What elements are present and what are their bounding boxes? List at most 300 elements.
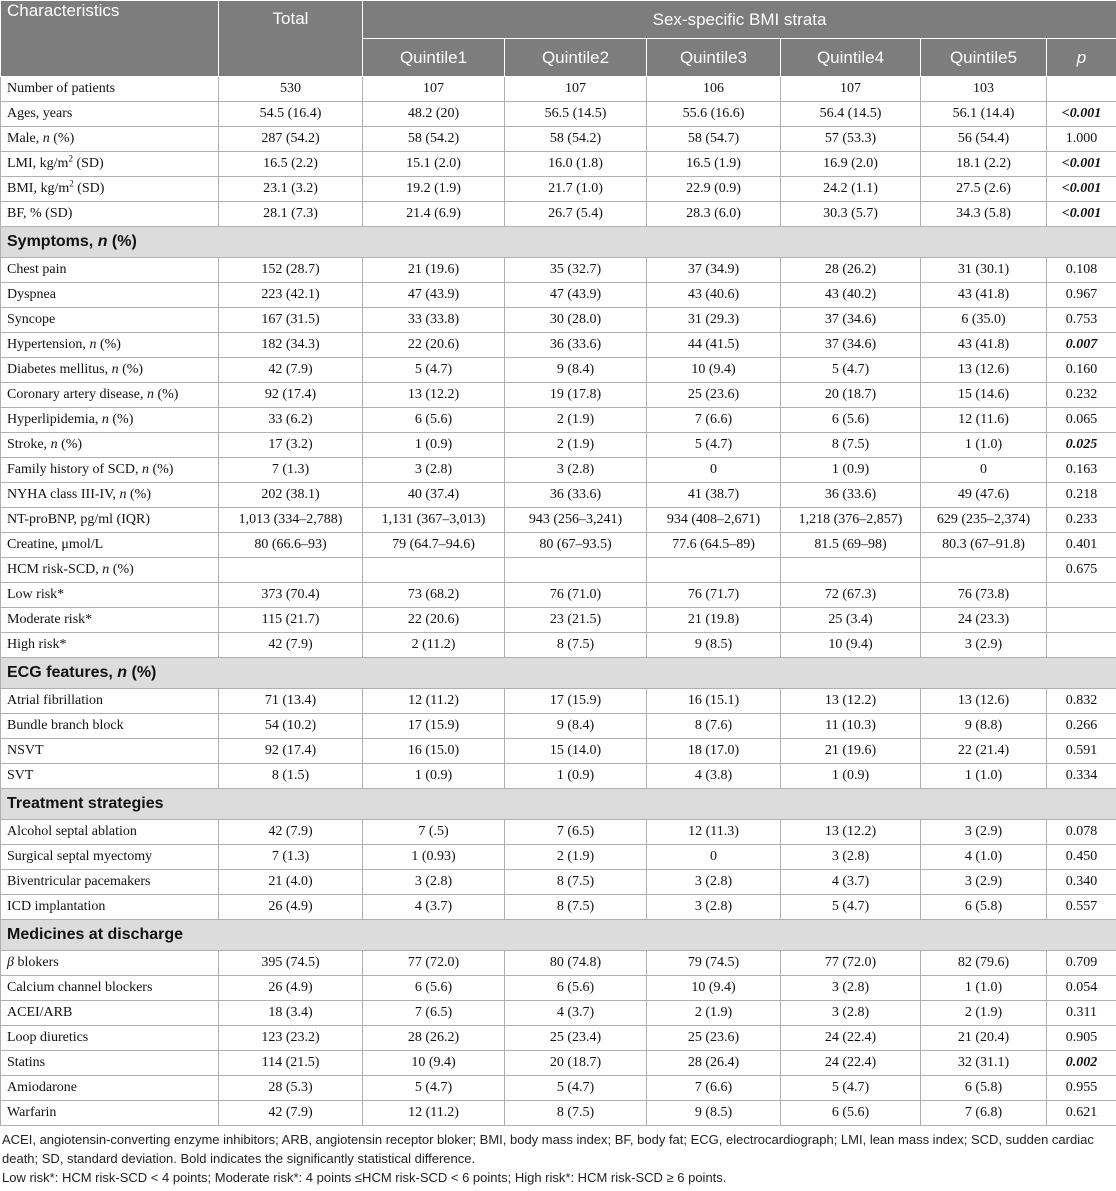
cell-total: 26 (4.9)	[219, 895, 363, 920]
cell-quintile-3: 76 (71.7)	[647, 583, 781, 608]
cell-total: 7 (1.3)	[219, 458, 363, 483]
row-label-text: Treatment strategies	[7, 795, 164, 812]
row-label-suffix: (%)	[108, 412, 134, 427]
cell-quintile-5: 24 (23.3)	[921, 608, 1047, 633]
row-label	[1, 633, 219, 658]
row-label	[1, 483, 219, 508]
row-label-italic: n	[102, 562, 110, 577]
cell-quintile-3: 25 (23.6)	[647, 383, 781, 408]
cell-quintile-1: 28 (26.2)	[363, 1026, 505, 1051]
cell-quintile-2: 9 (8.4)	[505, 714, 647, 739]
row-label	[1, 1001, 219, 1026]
table-row	[1, 1051, 1116, 1076]
cell-quintile-3: 3 (2.8)	[647, 870, 781, 895]
row-label-suffix: (%)	[126, 487, 151, 502]
cell-quintile-3: 25 (23.6)	[647, 1026, 781, 1051]
cell-p-value: 0.065	[1047, 408, 1116, 433]
cell-quintile-3: 41 (38.7)	[647, 483, 781, 508]
cell-total: 71 (13.4)	[219, 689, 363, 714]
section-title	[1, 920, 1116, 951]
section-header-row	[1, 658, 1116, 689]
cell-quintile-1: 58 (54.2)	[363, 127, 505, 152]
row-label-italic: n	[101, 412, 109, 427]
table-row	[1, 408, 1116, 433]
cell-quintile-2: 943 (256–3,241)	[505, 508, 647, 533]
cell-p-value: 0.675	[1047, 558, 1116, 583]
row-label	[1, 177, 219, 202]
row-label	[1, 433, 219, 458]
row-label	[1, 408, 219, 433]
footnote-risk: Low risk*: HCM risk-SCD < 4 points; Moderate risk*: 4 points ≤HCM risk-SCD < 6 points; High risk*: HCM risk-SCD ≥ 6 points.	[2, 1170, 727, 1185]
cell-quintile-3: 43 (40.6)	[647, 283, 781, 308]
cell-quintile-3: 21 (19.8)	[647, 608, 781, 633]
footnotes	[2, 1130, 1114, 1187]
cell-p-value: 0.108	[1047, 258, 1116, 283]
row-label	[1, 258, 219, 283]
cell-p-value: 0.334	[1047, 764, 1116, 789]
cell-total: 21 (4.0)	[219, 870, 363, 895]
row-label-text: Bundle branch block	[7, 718, 124, 733]
table-row	[1, 127, 1116, 152]
cell-quintile-1: 10 (9.4)	[363, 1051, 505, 1076]
cell-p-value	[1047, 633, 1116, 658]
cell-total: 123 (23.2)	[219, 1026, 363, 1051]
cell-quintile-1: 7 (6.5)	[363, 1001, 505, 1026]
cell-quintile-4: 24 (22.4)	[781, 1051, 921, 1076]
table-row	[1, 508, 1116, 533]
cell-quintile-3: 8 (7.6)	[647, 714, 781, 739]
row-label	[1, 127, 219, 152]
cell-quintile-4: 72 (67.3)	[781, 583, 921, 608]
cell-quintile-2: 8 (7.5)	[505, 633, 647, 658]
cell-quintile-2	[505, 558, 647, 583]
cell-quintile-3: 37 (34.9)	[647, 258, 781, 283]
row-label-italic: n	[117, 664, 128, 681]
row-label	[1, 77, 219, 102]
row-label-text: Hyperlipidemia,	[7, 412, 102, 427]
row-label-text: Syncope	[7, 312, 56, 327]
cell-quintile-3: 2 (1.9)	[647, 1001, 781, 1026]
cell-total: 530	[219, 77, 363, 102]
footnote-abbreviations: ACEI, angiotensin-converting enzyme inhibitors; ARB, angiotensin receptor bloker; BMI, body mass index; BF, body fat; ECG, electrocardiograph; LMI, lean mass index; SCD, sudden cardiac death; SD, standard deviation. Bold indicates the significantly statistical difference.	[2, 1132, 1094, 1166]
cell-quintile-4	[781, 558, 921, 583]
cell-p-value: 0.160	[1047, 358, 1116, 383]
row-label	[1, 558, 219, 583]
table-row	[1, 845, 1116, 870]
cell-quintile-2: 1 (0.9)	[505, 764, 647, 789]
cell-quintile-2: 2 (1.9)	[505, 408, 647, 433]
cell-quintile-1: 3 (2.8)	[363, 870, 505, 895]
row-label-text: NYHA class III-IV,	[7, 487, 120, 502]
row-label-text: Alcohol septal ablation	[7, 824, 137, 839]
cell-quintile-4: 107	[781, 77, 921, 102]
row-label-text: Family history of SCD,	[7, 462, 142, 477]
cell-quintile-4: 43 (40.2)	[781, 283, 921, 308]
cell-quintile-2: 23 (21.5)	[505, 608, 647, 633]
row-label	[1, 308, 219, 333]
header-p: p	[1047, 39, 1116, 77]
row-label-suffix: (%)	[49, 131, 75, 146]
row-label	[1, 152, 219, 177]
row-label	[1, 820, 219, 845]
table-row	[1, 458, 1116, 483]
table-row	[1, 283, 1116, 308]
cell-p-value: <0.001	[1047, 102, 1116, 127]
cell-total: 42 (7.9)	[219, 358, 363, 383]
cell-quintile-4: 6 (5.6)	[781, 1101, 921, 1126]
cell-p-value: 0.401	[1047, 533, 1116, 558]
row-label	[1, 845, 219, 870]
cell-quintile-1: 22 (20.6)	[363, 608, 505, 633]
cell-quintile-3: 12 (11.3)	[647, 820, 781, 845]
table-row	[1, 608, 1116, 633]
row-label-text: Chest pain	[7, 262, 67, 277]
table-row	[1, 202, 1116, 227]
cell-quintile-4: 28 (26.2)	[781, 258, 921, 283]
cell-quintile-1: 12 (11.2)	[363, 1101, 505, 1126]
cell-quintile-3: 0	[647, 845, 781, 870]
table-row	[1, 533, 1116, 558]
row-label-suffix: (SD)	[72, 156, 104, 171]
cell-quintile-3: 7 (6.6)	[647, 408, 781, 433]
row-label	[1, 1026, 219, 1051]
row-label-text: ACEI/ARB	[7, 1005, 73, 1020]
cell-quintile-4: 20 (18.7)	[781, 383, 921, 408]
row-label-italic: n	[42, 131, 50, 146]
row-label	[1, 689, 219, 714]
cell-p-value: 0.025	[1047, 433, 1116, 458]
section-title	[1, 658, 1116, 689]
row-label-italic: n	[89, 337, 97, 352]
cell-p-value: 0.007	[1047, 333, 1116, 358]
cell-quintile-1: 107	[363, 77, 505, 102]
row-label	[1, 202, 219, 227]
cell-quintile-2: 16.0 (1.8)	[505, 152, 647, 177]
cell-quintile-2: 4 (3.7)	[505, 1001, 647, 1026]
cell-total: 167 (31.5)	[219, 308, 363, 333]
table-row	[1, 1026, 1116, 1051]
cell-quintile-4: 5 (4.7)	[781, 1076, 921, 1101]
row-label-text: Creatine, μmol/L	[7, 537, 104, 552]
cell-p-value: 1.000	[1047, 127, 1116, 152]
cell-p-value: 0.967	[1047, 283, 1116, 308]
cell-total: 395 (74.5)	[219, 951, 363, 976]
row-label-text: NT-proBNP, pg/ml (IQR)	[7, 512, 150, 527]
cell-quintile-3	[647, 558, 781, 583]
row-label	[1, 764, 219, 789]
cell-quintile-4: 24.2 (1.1)	[781, 177, 921, 202]
table-row	[1, 1001, 1116, 1026]
cell-quintile-5: 2 (1.9)	[921, 1001, 1047, 1026]
cell-quintile-4: 8 (7.5)	[781, 433, 921, 458]
table-row	[1, 951, 1116, 976]
cell-quintile-5: 13 (12.6)	[921, 358, 1047, 383]
cell-quintile-4: 11 (10.3)	[781, 714, 921, 739]
row-label-text: NSVT	[7, 743, 44, 758]
cell-quintile-2: 80 (67–93.5)	[505, 533, 647, 558]
row-label-text: Atrial fibrillation	[7, 693, 104, 708]
row-label-suffix: (%)	[148, 462, 174, 477]
cell-p-value: 0.054	[1047, 976, 1116, 1001]
cell-total: 42 (7.9)	[219, 1101, 363, 1126]
cell-quintile-3: 10 (9.4)	[647, 976, 781, 1001]
cell-quintile-3: 18 (17.0)	[647, 739, 781, 764]
row-label	[1, 1051, 219, 1076]
cell-quintile-2: 8 (7.5)	[505, 870, 647, 895]
cell-quintile-5: 56 (54.4)	[921, 127, 1047, 152]
row-label-text: Warfarin	[7, 1105, 57, 1120]
row-label-text: BMI, kg/m	[7, 181, 70, 196]
cell-total: 7 (1.3)	[219, 845, 363, 870]
cell-quintile-5: 82 (79.6)	[921, 951, 1047, 976]
row-label	[1, 608, 219, 633]
section-title	[1, 789, 1116, 820]
cell-quintile-2: 80 (74.8)	[505, 951, 647, 976]
cell-quintile-1: 15.1 (2.0)	[363, 152, 505, 177]
cell-quintile-5: 21 (20.4)	[921, 1026, 1047, 1051]
header-total: Total	[219, 1, 363, 77]
cell-quintile-2: 2 (1.9)	[505, 845, 647, 870]
cell-p-value: 0.753	[1047, 308, 1116, 333]
cell-quintile-5: 1 (1.0)	[921, 976, 1047, 1001]
cell-quintile-2: 5 (4.7)	[505, 1076, 647, 1101]
cell-quintile-1: 1 (0.93)	[363, 845, 505, 870]
cell-p-value	[1047, 77, 1116, 102]
cell-quintile-4: 5 (4.7)	[781, 895, 921, 920]
cell-quintile-3: 16.5 (1.9)	[647, 152, 781, 177]
row-label-text: Amiodarone	[7, 1080, 77, 1095]
cell-total: 28.1 (7.3)	[219, 202, 363, 227]
row-label-text: SVT	[7, 768, 34, 783]
row-label	[1, 739, 219, 764]
cell-quintile-4: 25 (3.4)	[781, 608, 921, 633]
header-quintile-1: Quintile1	[363, 39, 505, 77]
cell-quintile-1: 7 (.5)	[363, 820, 505, 845]
row-label-text: Male,	[7, 131, 43, 146]
cell-total: 18 (3.4)	[219, 1001, 363, 1026]
cell-quintile-1: 6 (5.6)	[363, 408, 505, 433]
cell-p-value: 0.218	[1047, 483, 1116, 508]
row-label	[1, 102, 219, 127]
cell-p-value: 0.905	[1047, 1026, 1116, 1051]
table-row	[1, 976, 1116, 1001]
row-label	[1, 1101, 219, 1126]
cell-total: 54.5 (16.4)	[219, 102, 363, 127]
row-label-text: Moderate risk*	[7, 612, 93, 627]
cell-total: 115 (21.7)	[219, 608, 363, 633]
cell-quintile-5: 22 (21.4)	[921, 739, 1047, 764]
cell-quintile-5: 4 (1.0)	[921, 845, 1047, 870]
cell-quintile-1: 1,131 (367–3,013)	[363, 508, 505, 533]
row-label-text: BF, % (SD)	[7, 206, 73, 221]
cell-quintile-2: 21.7 (1.0)	[505, 177, 647, 202]
cell-p-value: 0.557	[1047, 895, 1116, 920]
cell-quintile-2: 47 (43.9)	[505, 283, 647, 308]
row-label-suffix: blokers	[13, 955, 59, 970]
cell-quintile-5: 15 (14.6)	[921, 383, 1047, 408]
row-label-superscript: 2	[68, 153, 73, 164]
cell-total: 28 (5.3)	[219, 1076, 363, 1101]
row-label-text: Coronary artery disease,	[7, 387, 147, 402]
row-label-suffix: (%)	[57, 437, 83, 452]
section-header-row	[1, 227, 1116, 258]
cell-quintile-4: 5 (4.7)	[781, 358, 921, 383]
table-row	[1, 558, 1116, 583]
row-label-suffix: (SD)	[73, 181, 105, 196]
cell-quintile-1: 2 (11.2)	[363, 633, 505, 658]
row-label-suffix: (%)	[109, 562, 134, 577]
cell-quintile-5: 43 (41.8)	[921, 283, 1047, 308]
row-label-text: ICD implantation	[7, 899, 106, 914]
row-label-superscript: 2	[69, 178, 74, 189]
cell-quintile-3: 7 (6.6)	[647, 1076, 781, 1101]
cell-p-value: 0.955	[1047, 1076, 1116, 1101]
cell-quintile-4: 81.5 (69–98)	[781, 533, 921, 558]
cell-quintile-3: 55.6 (16.6)	[647, 102, 781, 127]
row-label	[1, 1076, 219, 1101]
table-row	[1, 633, 1116, 658]
cell-quintile-1: 22 (20.6)	[363, 333, 505, 358]
cell-quintile-3: 5 (4.7)	[647, 433, 781, 458]
cell-quintile-1: 5 (4.7)	[363, 1076, 505, 1101]
table-row	[1, 764, 1116, 789]
row-label	[1, 714, 219, 739]
cell-quintile-4: 24 (22.4)	[781, 1026, 921, 1051]
cell-quintile-2: 15 (14.0)	[505, 739, 647, 764]
cell-quintile-4: 16.9 (2.0)	[781, 152, 921, 177]
row-label-text: Loop diuretics	[7, 1030, 89, 1045]
cell-quintile-4: 36 (33.6)	[781, 483, 921, 508]
cell-p-value: 0.832	[1047, 689, 1116, 714]
row-label-text: Surgical septal myectomy	[7, 849, 153, 864]
cell-quintile-3: 28 (26.4)	[647, 1051, 781, 1076]
cell-quintile-5: 43 (41.8)	[921, 333, 1047, 358]
cell-quintile-5: 34.3 (5.8)	[921, 202, 1047, 227]
cell-quintile-5: 629 (235–2,374)	[921, 508, 1047, 533]
row-label-text: Dyspnea	[7, 287, 56, 302]
row-label-italic: n	[119, 487, 127, 502]
cell-total: 1,013 (334–2,788)	[219, 508, 363, 533]
cell-quintile-4: 1 (0.9)	[781, 764, 921, 789]
cell-p-value: 0.232	[1047, 383, 1116, 408]
cell-total: 54 (10.2)	[219, 714, 363, 739]
cell-total: 223 (42.1)	[219, 283, 363, 308]
table-row	[1, 177, 1116, 202]
cell-total: 42 (7.9)	[219, 633, 363, 658]
cell-quintile-4: 1 (0.9)	[781, 458, 921, 483]
cell-quintile-2: 6 (5.6)	[505, 976, 647, 1001]
header-group: Sex-specific BMI strata	[363, 1, 1116, 39]
cell-quintile-1: 6 (5.6)	[363, 976, 505, 1001]
cell-quintile-1: 13 (12.2)	[363, 383, 505, 408]
row-label	[1, 383, 219, 408]
cell-quintile-5: 1 (1.0)	[921, 433, 1047, 458]
cell-quintile-5: 13 (12.6)	[921, 689, 1047, 714]
row-label	[1, 895, 219, 920]
cell-total: 373 (70.4)	[219, 583, 363, 608]
cell-quintile-4: 3 (2.8)	[781, 845, 921, 870]
cell-quintile-1: 3 (2.8)	[363, 458, 505, 483]
cell-quintile-5: 56.1 (14.4)	[921, 102, 1047, 127]
cell-quintile-5: 76 (73.8)	[921, 583, 1047, 608]
row-label	[1, 358, 219, 383]
cell-quintile-1: 12 (11.2)	[363, 689, 505, 714]
table-row	[1, 77, 1116, 102]
cell-quintile-1: 16 (15.0)	[363, 739, 505, 764]
cell-quintile-2: 36 (33.6)	[505, 333, 647, 358]
cell-quintile-4: 77 (72.0)	[781, 951, 921, 976]
cell-quintile-2: 26.7 (5.4)	[505, 202, 647, 227]
row-label-italic: n	[141, 462, 149, 477]
cell-p-value: 0.078	[1047, 820, 1116, 845]
cell-quintile-5: 27.5 (2.6)	[921, 177, 1047, 202]
header-quintile-4: Quintile4	[781, 39, 921, 77]
row-label-text: Ages, years	[7, 106, 73, 121]
cell-p-value: 0.002	[1047, 1051, 1116, 1076]
cell-quintile-5: 3 (2.9)	[921, 633, 1047, 658]
table-row	[1, 433, 1116, 458]
cell-p-value: 0.621	[1047, 1101, 1116, 1126]
row-label-text: Diabetes mellitus,	[7, 362, 112, 377]
table-row	[1, 308, 1116, 333]
header-characteristics: Characteristics	[1, 1, 219, 77]
cell-quintile-4: 13 (12.2)	[781, 820, 921, 845]
cell-total: 202 (38.1)	[219, 483, 363, 508]
row-label-text: Number of patients	[7, 81, 116, 96]
cell-quintile-2: 20 (18.7)	[505, 1051, 647, 1076]
cell-quintile-5: 7 (6.8)	[921, 1101, 1047, 1126]
cell-quintile-5	[921, 558, 1047, 583]
cell-quintile-2: 35 (32.7)	[505, 258, 647, 283]
cell-quintile-2: 56.5 (14.5)	[505, 102, 647, 127]
cell-total: 152 (28.7)	[219, 258, 363, 283]
table-row	[1, 258, 1116, 283]
row-label-text: Stroke,	[7, 437, 51, 452]
row-label	[1, 533, 219, 558]
cell-quintile-2: 36 (33.6)	[505, 483, 647, 508]
cell-quintile-5: 49 (47.6)	[921, 483, 1047, 508]
row-label-italic: n	[50, 437, 58, 452]
cell-quintile-1: 17 (15.9)	[363, 714, 505, 739]
cell-quintile-4: 21 (19.6)	[781, 739, 921, 764]
cell-quintile-3: 934 (408–2,671)	[647, 508, 781, 533]
cell-quintile-1: 47 (43.9)	[363, 283, 505, 308]
row-label-suffix: (%)	[107, 233, 137, 250]
cell-quintile-4: 6 (5.6)	[781, 408, 921, 433]
row-label	[1, 508, 219, 533]
table-row	[1, 689, 1116, 714]
row-label-italic: β	[7, 955, 14, 970]
table-row	[1, 583, 1116, 608]
cell-total: 80 (66.6–93)	[219, 533, 363, 558]
cell-quintile-2: 19 (17.8)	[505, 383, 647, 408]
cell-total: 287 (54.2)	[219, 127, 363, 152]
cell-quintile-4: 56.4 (14.5)	[781, 102, 921, 127]
section-title	[1, 227, 1116, 258]
cell-total: 26 (4.9)	[219, 976, 363, 1001]
cell-quintile-5: 9 (8.8)	[921, 714, 1047, 739]
cell-quintile-3: 31 (29.3)	[647, 308, 781, 333]
table-row	[1, 1076, 1116, 1101]
cell-total: 8 (1.5)	[219, 764, 363, 789]
row-label-text: Low risk*	[7, 587, 65, 602]
cell-total	[219, 558, 363, 583]
cell-quintile-2: 25 (23.4)	[505, 1026, 647, 1051]
cell-quintile-4: 4 (3.7)	[781, 870, 921, 895]
section-header-row	[1, 920, 1116, 951]
cell-p-value: <0.001	[1047, 152, 1116, 177]
cell-quintile-3: 77.6 (64.5–89)	[647, 533, 781, 558]
